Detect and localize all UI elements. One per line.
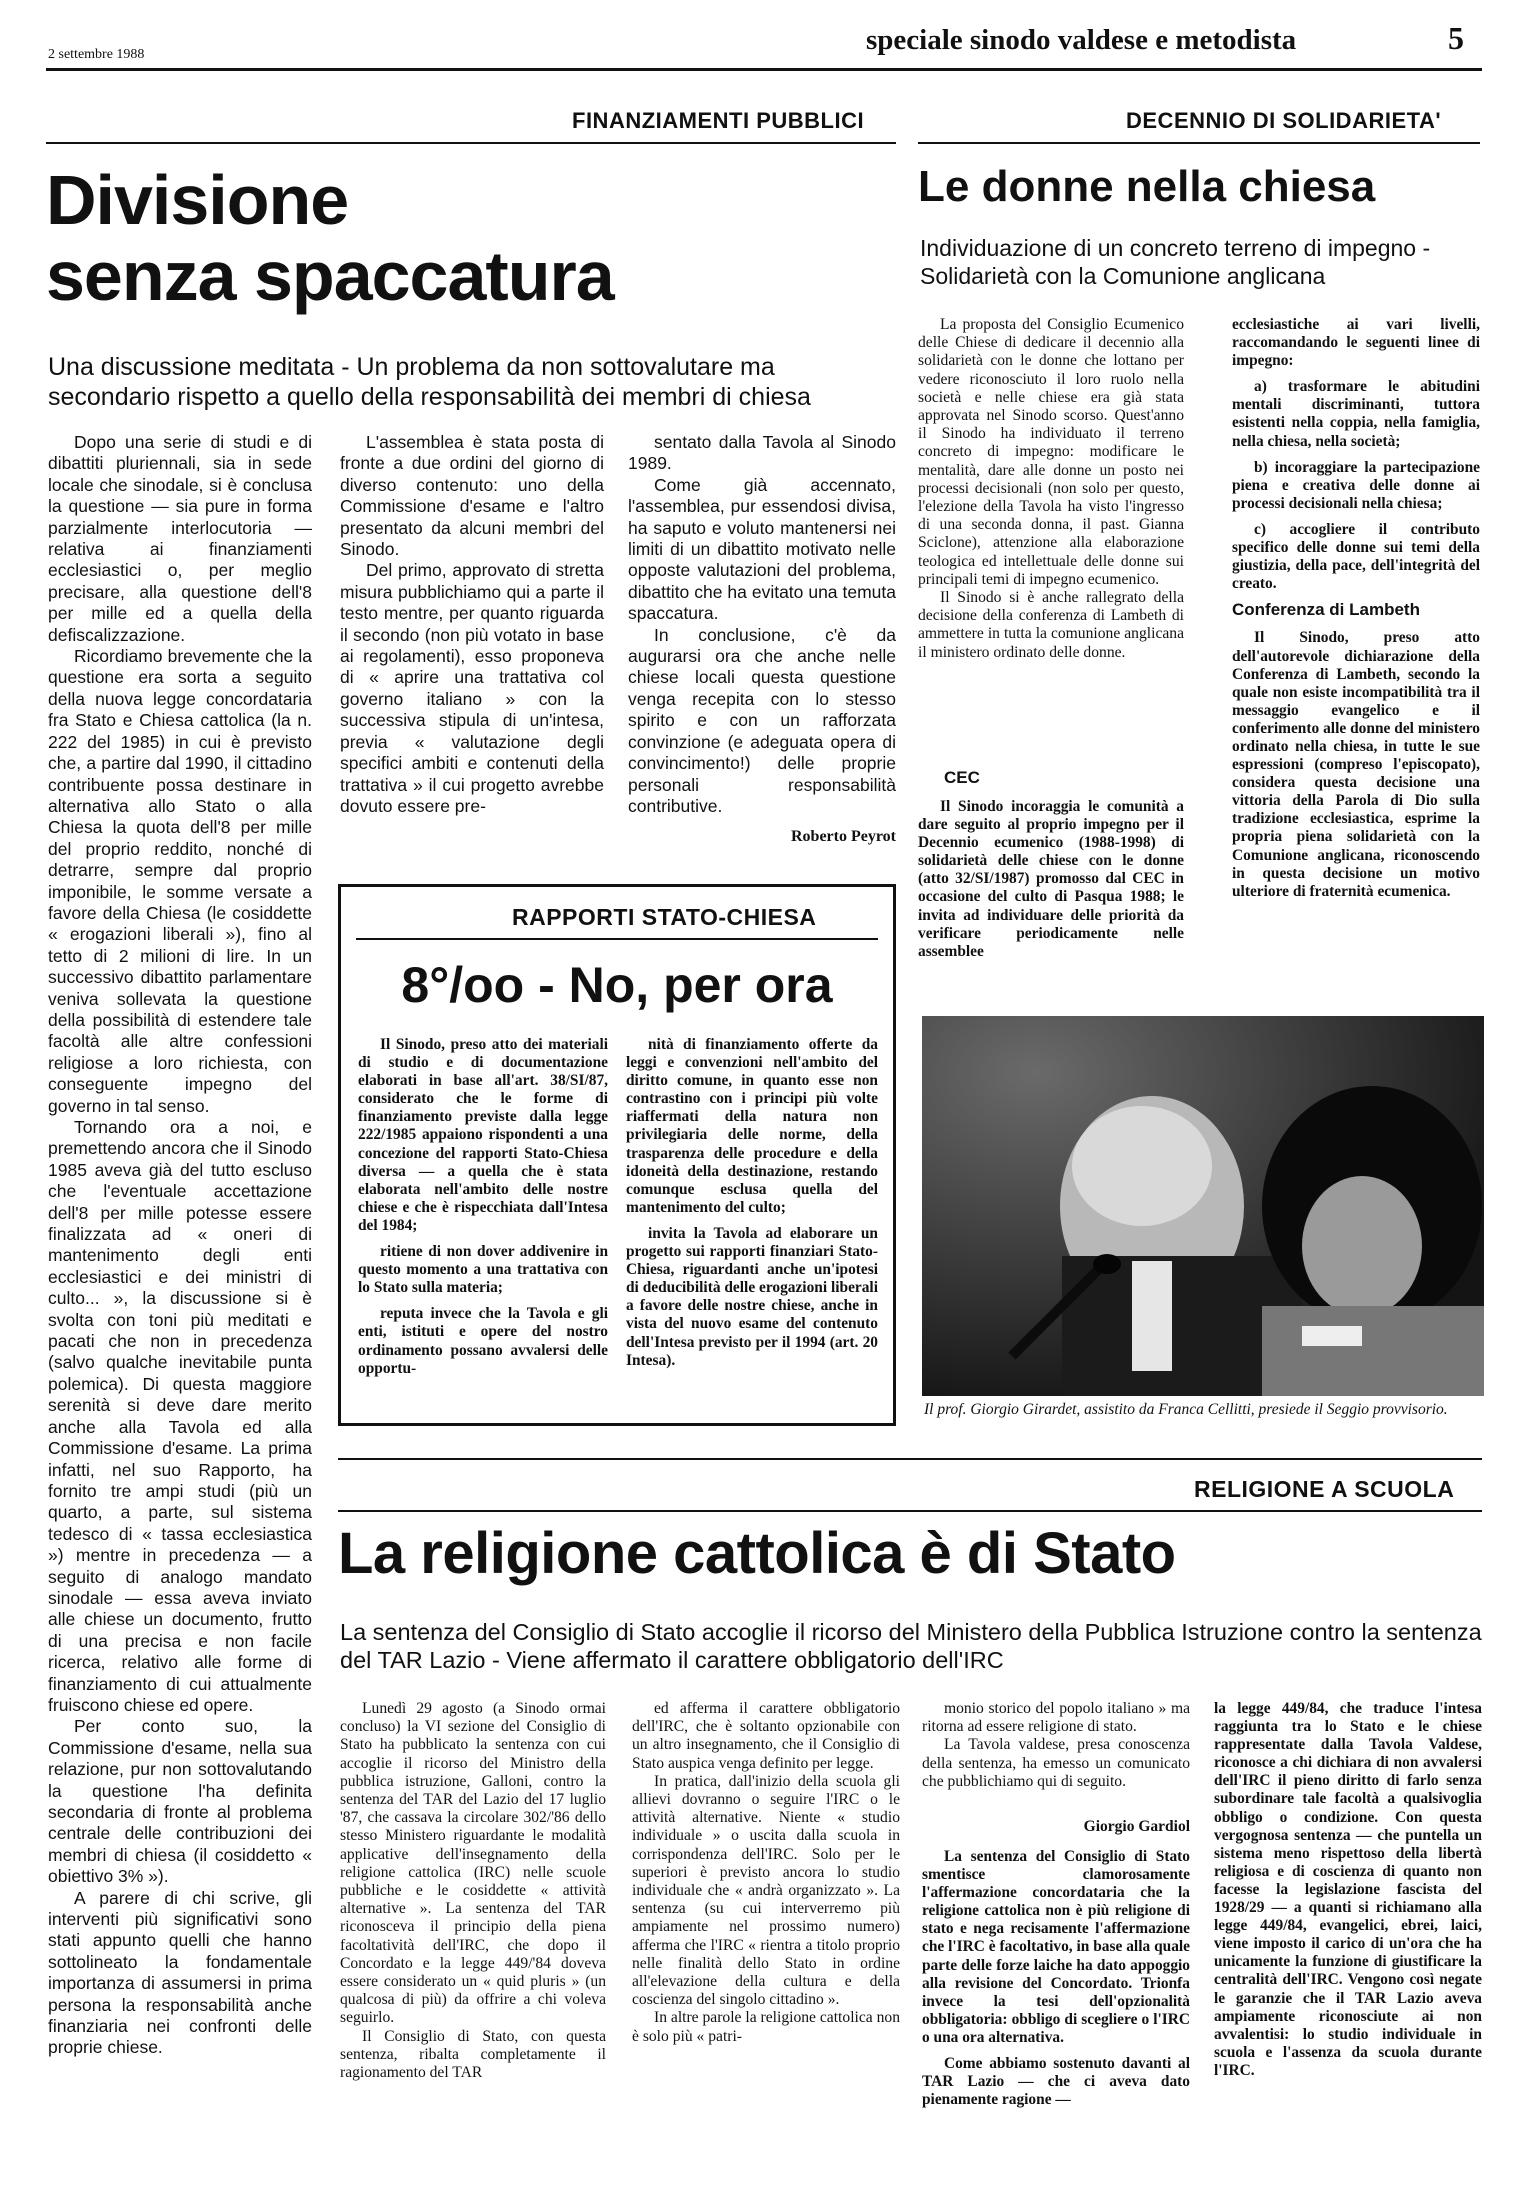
author-gardiol: Giorgio Gardiol — [1083, 1818, 1190, 1835]
photo-seggio — [922, 1016, 1484, 1396]
religione-col2-paragraph: In pratica, dall'inizio della scuola gli allievi dovranno o seguire l'IRC o le attività alternative. Niente « studio individuale » o uscita dalla scuola in corrispondenza dell'IRC. Solo per le superiori è previsto ancora lo studio individuale che « andrà organizzato ». La sentenza (su cui interverremo più ampiamente nel prossimo numero) afferma che l'IRC « rientra a titolo proprio nelle finalità dello Stato in ordine all'elevazione della cultura e della coscienza del singolo cittadino ». — [632, 1772, 900, 2009]
divisione-col1-paragraph: A parere di chi scrive, gli interventi più significativi sono stati appunto quelli che hanno sottolineato la fondamentale importanza di assumersi in prima persona la responsabilità anche finanziaria nei confronti delle proprie chiese. — [48, 1887, 312, 2058]
divisione-col2-paragraph: Del primo, approvato di stretta misura pubblichiamo qui a parte il testo mentre, per quanto riguarda il secondo (non più votato in base ai regolamenti), esso proponeva di « aprire una trattativa col governo italiano » con la successiva stipula di un'intesa, previa « valutazione degli specifici ambiti e contenuti della trattativa » il cui progetto avrebbe dovuto essere pre- — [340, 560, 604, 816]
subheadline-donne: Individuazione di un concreto terreno di impegno - Solidarietà con la Comunione anglicana — [920, 235, 1431, 289]
article-column-1 — [48, 432, 312, 2059]
donne-col1-paragraph: Il Sinodo si è anche rallegrato della decisione della conferenza di Lambeth di ammettere in tutta la comunione anglicana il ministero ordinato delle donne. — [918, 589, 1184, 661]
article3-top-rule — [338, 1458, 1482, 1460]
religione-column-2 — [632, 1700, 900, 2046]
divisione-col1-paragraph: Tornando ora a noi, e premettendo ancora che il Sinodo 1985 aveva già del tutto escluso che l'eventuale accettazione dell'8 per mille potesse essere finalizzata ad « oneri di mantenimento degli enti ecclesiastici e dei ministri di culto... », la discussione si è svolta con toni più meditati e pacati che non in precedenza (salvo qualche inevitabile punta polemica). Di questa maggiore serenità si deve dare merito anche alla Tavola ed alla Commissione d'esame. La prima infatti, nel suo Rapporto, ha fornito tre ampi studi (più un quarto, a parte, sul sistema tedesco di « tassa ecclesiastica ») mentre in precedenza — a seguito di analogo mandato sinodale — essa aveva inviato alle chiese un documento, frutto di una precisa e non facile ricerca, relativo alle forme di finanziamento di cui attualmente fruiscono chiese ed opere. — [48, 1117, 312, 1715]
religione-column-1 — [340, 1700, 606, 2082]
box-col1-paragraph: ritiene di non dover addivenire in questo momento a una trattativa con lo Stato sulla materia; — [358, 1243, 608, 1297]
box-col1-paragraph: Il Sinodo, preso atto dei materiali di studio e di documentazione elaborati in base all'art. 38/SI/87, considerato che le forme di finanziamento previste dalla legge 222/1985 appaiono rispondenti a una concezione del rapporti Stato-Chiesa diversa — a quella che è stata elaborata nell'ambito delle nostre chiese e che è rispecchiata dall'Intesa del 1984; — [358, 1036, 608, 1234]
box-title: 8°/oo - No, per ora — [401, 957, 833, 1013]
kicker-decennio: DECENNIO DI SOLIDARIETA' — [1126, 108, 1442, 133]
headline-line-2: senza spaccatura — [46, 237, 614, 315]
article-column-3 — [628, 432, 896, 817]
donne-col2-intro: ecclesiastiche ai vari livelli, raccomandando le seguenti linee di impegno: — [1232, 316, 1480, 370]
issue-date: 2 settembre 1988 — [48, 47, 145, 62]
cec-paragraph: Il Sinodo incoraggia le comunità a dare seguito al proprio impegno per il Decennio ecumenico (1988-1998) di solidarietà delle chiese con le donne (atto 32/SI/1987) promosso dal CEC in occasione del culto di Pasqua 1988; le invita ad individuare delle priorità da verificare periodicamente nelle assemblee — [918, 798, 1184, 960]
divisione-col2-paragraph: L'assemblea è stata posta di fronte a due ordini del giorno di diverso contenuto: uno della Commissione d'esame e l'altro presentato da alcuni membri del Sinodo. — [340, 432, 604, 560]
subheadline-religione: La sentenza del Consiglio di Stato accoglie il ricorso del Ministero della Pubblica Istruzione contro la sentenza del TAR Lazio - Viene affermato il carattere obbligatorio dell'IRC — [340, 1619, 1482, 1673]
donne-item: b) incoraggiare la partecipazione piena e creativa delle donne ai processi decisionali nella chiesa; — [1232, 458, 1480, 512]
donne-column-1 — [918, 316, 1184, 662]
page-number: 5 — [1448, 20, 1464, 56]
article3-kicker-rule — [338, 1510, 1482, 1512]
masthead-rule — [46, 68, 1482, 71]
kicker-religione: RELIGIONE A SCUOLA — [1194, 1476, 1455, 1502]
religione-col3-paragraph: La Tavola valdese, presa conoscenza della sentenza, ha emesso un comunicato che pubblichiamo qui di seguito. — [922, 1736, 1190, 1790]
headline-donne: Le donne nella chiesa — [918, 162, 1376, 211]
article-column-2 — [340, 432, 604, 817]
religione-bold-paragraph-1: La sentenza del Consiglio di Stato smentisce clamorosamente l'affermazione concordataria che la religione cattolica non è più religione di stato e nega recisamente l'affermazione che l'IRC è facoltativo, in base alla quale parte delle forze laiche ha dato appoggio alla revisione del Concordato. Trionfa invece la tesi dell'opzionalità obbligatoria: obbligo di scegliere o l'IRC o una ora alternativa. — [922, 1848, 1190, 2046]
headline-divisione — [46, 162, 614, 314]
divisione-col3-paragraph: sentato dalla Tavola al Sinodo 1989. — [628, 432, 896, 474]
religione-col1-paragraph: Lunedì 29 agosto (a Sinodo ormai concluso) la VI sezione del Consiglio di Stato ha pubblicato la sentenza con cui accoglie il ricorso del Ministro della pubblica istruzione, Galloni, contro la sentenza del TAR del Lazio del 17 luglio '87, che cassava la circolare 302/'86 dello stesso Ministero riguardante le modalità applicative dell'insegnamento della religione cattolica (IRC) nelle scuole pubbliche e le cosiddette « attività alternative ». La sentenza del TAR riconosceva il principio della piena facoltatività dell'IRC, che dopo il Concordato e la legge 449/'84 doveva essere considerato un « quid pluris » (un qualcosa di più) da offrire a chi voleva seguirlo. — [340, 1700, 606, 2027]
religione-column-3 — [922, 1700, 1190, 1791]
religione-col3-paragraph: monio storico del popolo italiano » ma ritorna ad essere religione di stato. — [922, 1700, 1190, 1736]
religione-bold-paragraph-2: Come abbiamo sostenuto davanti al TAR Lazio — che ci aveva dato pienamente ragione — — [922, 2055, 1190, 2109]
kicker-rule-left — [46, 142, 896, 144]
religione-col2-paragraph: In altre parole la religione cattolica non è solo più « patri- — [632, 2009, 900, 2045]
divisione-col3-paragraph: Come già accennato, l'assemblea, pur essendosi divisa, ha saputo e voluto mantenersi nei limiti di un dibattito motivato nelle opposte valutazioni del problema, dibattito che ha evitato una temuta spaccatura. — [628, 474, 896, 624]
religione-column-3-bold — [922, 1848, 1190, 2117]
divisione-col3-paragraph: In conclusione, c'è da augurarsi ora che anche nelle chiese locali questa questione venga recepita con lo stesso spirito e con un rafforzata convinzione (e adeguata opera di convincimento!) delle proprie personali responsabilità contributive. — [628, 624, 896, 816]
box-col2-paragraph: invita la Tavola ad elaborare un progetto sui rapporti finanziari Stato-Chiesa, riguardanti anche un'ipotesi di deducibilità delle erogazioni liberali a favore delle nostre chiese, anche in vista del nuovo esame del contenuto dell'Intesa previsto per il 1994 (art. 20 Intesa). — [626, 1224, 878, 1369]
divisione-col1-paragraph: Per conto suo, la Commissione d'esame, nella sua relazione, pur non sottovalutando la questione l'ha definita secondaria di fronte al problema centrale delle contribuzioni dei membri di chiesa (il cosiddetto « obiettivo 3% »). — [48, 1716, 312, 1887]
religione-col1-paragraph: Il Consiglio di Stato, con questa sentenza, ribalta completamente il ragionamento del TAR — [340, 2027, 606, 2082]
box-col2-paragraph: nità di finanziamento offerte da leggi e convenzioni nell'ambito del diritto comune, in quanto esse non contrastino con i principi più volte riaffermati della natura non privilegiaria delle norme, della trasparenza delle procedure e della idoneità della destinazione, restando comunque esclusa quella del mantenimento del culto; — [626, 1036, 878, 1216]
kicker-finanziamenti: FINANZIAMENTI PUBBLICI — [572, 108, 865, 133]
box-col1-paragraph: reputa invece che la Tavola e gli enti, istituti e opere del nostro ordinamento possano avvalersi delle opportu- — [358, 1305, 608, 1377]
kicker-rapporti: RAPPORTI STATO-CHIESA — [512, 904, 817, 930]
donne-col1-paragraph: La proposta del Consiglio Ecumenico delle Chiese di dedicare il decennio alla solidarietà con le donne che lottano per vedere riconosciuto il loro ruolo nella società e nelle chiese era già stata approvata nel Sinodo scorso. Quest'anno il Sinodo ha individuato il terreno concreto di impegno: modificare le mentalità, dare alle donne un posto nei processi decisionali (non solo per questo, l'elezione della Tavola ha visto l'ingresso di una seconda donna, il past. Gianna Sciclone), attenzione alla elaborazione teologica ed intellettuale delle donne sui principali temi di impegno ecumenico. — [918, 316, 1184, 588]
box-kicker-rule — [356, 938, 878, 940]
photo-illustration — [922, 1016, 1484, 1396]
divisione-col1-paragraph: Dopo una serie di studi e di dibattiti pluriennali, sia in sede locale che sinodale, si è conclusa la questione — sia pure in forma parzialmente interlocutoria — relativa ai finanziamenti ecclesiastici o, per meglio precisare, alla questione dell'8 per mille ed a quella della defiscalizzazione. — [48, 432, 312, 645]
lambeth-heading: Conferenza di Lambeth — [1232, 600, 1420, 620]
donne-column-2 — [1232, 316, 1480, 909]
religione-column-4 — [1214, 1700, 1482, 2088]
religione-col2-paragraph: ed afferma il carattere obbligatorio dell'IRC, che è soltanto opzionabile con un altro insegnamento, che il Consiglio di Stato auspica venga definito per legge. — [632, 1700, 900, 1772]
kicker-rule-right — [918, 142, 1480, 144]
lambeth-paragraph: Il Sinodo, preso atto dell'autorevole dichiarazione della Conferenza di Lambeth, secondo la quale non esiste incompatibilità tra il messaggio evangelico e il conferimento alle donne del ministero ordinato nella chiesa, in tutte le sue espressioni (compreso l'episcopato), considera questa decisione una vittoria della Parola di Dio sulla tradizione ecclesiastica, esprime la propria piena solidarietà con la Comunione anglicana, riconoscendo in questa decisione un motivo ulteriore di fraternità ecumenica. — [1232, 629, 1480, 900]
author-peyrot: Roberto Peyrot — [791, 828, 896, 845]
cec-text — [918, 798, 1184, 969]
donne-item: c) accogliere il contributo specifico delle donne sui temi della giustizia, della pace, dell'integrità del creato. — [1232, 520, 1480, 593]
divisione-col1-paragraph: Ricordiamo brevemente che la questione era sorta a seguito della nuova legge concordataria fra Stato e Chiesa cattolica (la n. 222 del 1985) in cui è previsto che, a partire dal 1990, il cittadino contribuente possa destinare in alternativa allo Stato o alla Chiesa la quota dell'8 per mille del proprio reddito, nonché di detrarre, sempre dal proprio imponibile, le somme versate a favore della Chiesa (le cosiddette « erogazioni liberali »), fino al tetto di 2 milioni di lire. In un successivo dibattito parlamentare veniva sollevata la questione della possibilità di estendere tale facoltà alle altre confessioni religiose a loro richiesta, con conseguente impegno del governo in tal senso. — [48, 646, 312, 1116]
photo-caption: Il prof. Giorgio Girardet, assistito da Franca Cellitti, presiede il Seggio provvisorio. — [924, 1401, 1448, 1418]
subheadline-divisione: Una discussione meditata - Un problema da non sottovalutare ma secondario rispetto a quello della responsabilità dei membri di chiesa — [48, 353, 811, 411]
box-column-1 — [358, 1036, 608, 1386]
headline-religione: La religione cattolica è di Stato — [338, 1521, 1176, 1586]
box-column-2 — [626, 1036, 878, 1378]
cec-heading: CEC — [944, 768, 980, 787]
section-title: speciale sinodo valdese e metodista — [866, 24, 1297, 56]
headline-line-1: Divisione — [46, 161, 349, 239]
donne-item: a) trasformare le abitudini mentali discriminanti, tuttora esistenti nella coppia, nella famiglia, nella chiesa, nella società; — [1232, 378, 1480, 450]
religione-col4-paragraph: la legge 449/84, che traduce l'intesa raggiunta tra lo Stato e le chiese rappresentate dalla Tavola Valdese, riconosce a chi dichiara di non avvalersi dell'IRC il pieno diritto di farlo senza subordinare tale facoltà a qualsivoglia obbligo o condizione. Con questa vergognosa sentenza — che puntella un sistema meno rispettoso della libertà religiosa e di coscienza di quanto non facesse la legislazione fascista del 1928/29 — a quanti si richiamano alla legge 449/84, evangelici, ebrei, laici, viene imposto il carico di un'ora che ha unicamente la funzione di giustificare la centralità dell'IRC. Vengono così negate le garanzie che il TAR Lazio aveva ampiamente riconosciute ai non avvalentisi: lo studio individuale in scuola e l'assenza da scuola durante l'IRC. — [1214, 1700, 1482, 2079]
